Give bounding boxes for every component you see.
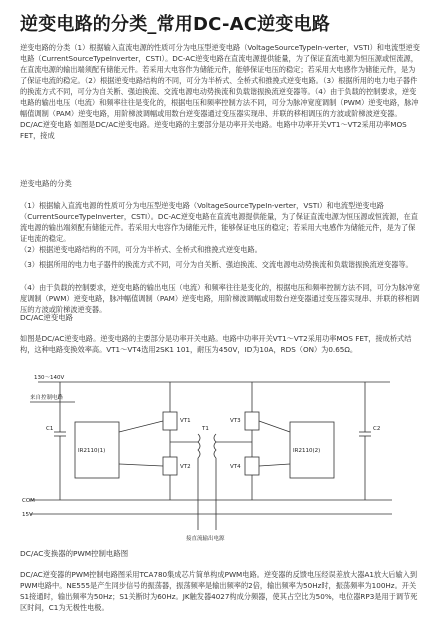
dcac-heading: DC/AC逆变电路: [20, 313, 73, 322]
vt4-label: VT4: [230, 464, 241, 470]
intro-paragraph: 逆变电路的分类（1）根据输入直流电源的性质可分为电压型逆变电路（VoltageSourceTypeIn-verter，VSTI）和电流型逆变电路（CurrentSourceTypeInverter，CSTI）。DC-AC逆变电路在直流电源提供能量，为了保证直流电源为恒压源或恒流源，在直流电源的输出端须配有储能元件。若采用大电容作为储能元件，能够保证电压的稳定；若采用大电感作为储能元件，是为了保证电流的稳定。（2）根据逆变电路结构的不同，可分为半桥式、全桥式和推挽式逆变电路。（3）根据所用的电力电子器件的换流方式不同，可分为自关断、强迫换流、交流电源电动势换流和负载谐振换流逆变器等。（4）由于负载的控制要求，逆变电路的输出电压（电流）和频率往往是变化的，根据电压和频率控制方法不同，可分为脉冲宽度调制（PWM）逆变电路，脉冲幅值调制（PAM）逆变电路，用阶梯波调幅或用数台逆变器通过变压器实现串、并联的移相调压的方波或阶梯波逆变器。 DC/AC逆变电路 如图是DC/AC逆变电路。逆变电路的主要部分是功率开关电路。电路中功率开关VT1～VT2采用功率MOS FET，接成: [20, 43, 420, 140]
pwm-heading: DC/AC变换器的PWM控制电路图: [20, 549, 129, 558]
vin-label: 130～140V: [34, 375, 65, 381]
ic-left-label: IR2110(1): [78, 448, 106, 454]
list-item: （3）根据所用的电力电子器件的换流方式不同，可分为自关断、强迫换流、交流电源电动势换流和负载谐振换流逆变器等。: [20, 260, 413, 270]
inverter-circuit-diagram: [20, 372, 420, 542]
vt3-label: VT3: [230, 418, 241, 424]
list-item: （4）由于负载的控制要求，逆变电路的输出电压（电流）和频率往往是变化的，根据电压和频率控制方法不同，可分为脉冲宽度调制（PWM）逆变电路，脉冲幅值调制（PAM）逆变电路，用阶梯波调幅或用数台逆变器通过变压器实现串、并联的移相调压的方波或阶梯波逆变器。: [20, 283, 420, 315]
vt1-label: VT1: [180, 418, 191, 424]
ic-right-label: IR2110(2): [293, 448, 321, 454]
page-title: 逆变电路的分类_常用DC-AC逆变电路: [20, 14, 330, 35]
pwm-paragraph: DC/AC逆变器的PWM控制电路图采用TCA780集成芯片简单构成PWM电路。逆变器的反馈电压经误差放大器A1放大后输入到PWM电路中。NE555是产生同步信号的振荡器，振荡频率是输出频率的2倍，输出频率为50Hz时，振荡频率为100Hz。开关S1接通时，输出频率为50Hz；S1关断时为60Hz。JK触发器4027构成分频器，使其占空比为50%，电位器RP3是用于调节死区时间，C1为无极性电极。: [20, 570, 418, 613]
dcac-paragraph: 如图是DC/AC逆变电路。逆变电路的主要部分是功率开关电路。电路中功率开关VT1～VT2采用功率MOS FET，接成桥式结构，这种电路变换效率高。VT1～VT4选用2SK1 101，耐压为450V，ID为10A，RDS（ON）为0.65Ω。: [20, 334, 412, 355]
vt2-label: VT2: [180, 464, 191, 470]
section-heading: 逆变电路的分类: [20, 179, 72, 188]
c2-label: C2: [373, 426, 381, 432]
list-item: （1）根据输入直流电源的性质可分为电压型逆变电路（VoltageSourceTypeIn-verter，VSTI）和电流型逆变电路（CurrentSourceTypeInverter，CSTI）。DC-AC逆变电路在直流电源提供能量，为了保证直流电源为恒压源或恒流源，在直流电源的输出端须配有储能元件。若采用大电容作为储能元件，能够保证电压的稳定；若采用大电感作为储能元件，是为了保证电流的稳定。: [20, 201, 418, 244]
load-label: 接直流输出电源: [186, 536, 225, 542]
ctrl-label: 来自控制电路: [30, 395, 64, 401]
v15-label: 15V: [22, 512, 33, 518]
c1-label: C1: [46, 426, 54, 432]
transformer-label: T1: [202, 426, 209, 432]
com-label: COM: [22, 498, 35, 504]
list-item: （2）根据逆变电路结构的不同，可分为半桥式、全桥式和推挽式逆变电路。: [20, 245, 262, 255]
